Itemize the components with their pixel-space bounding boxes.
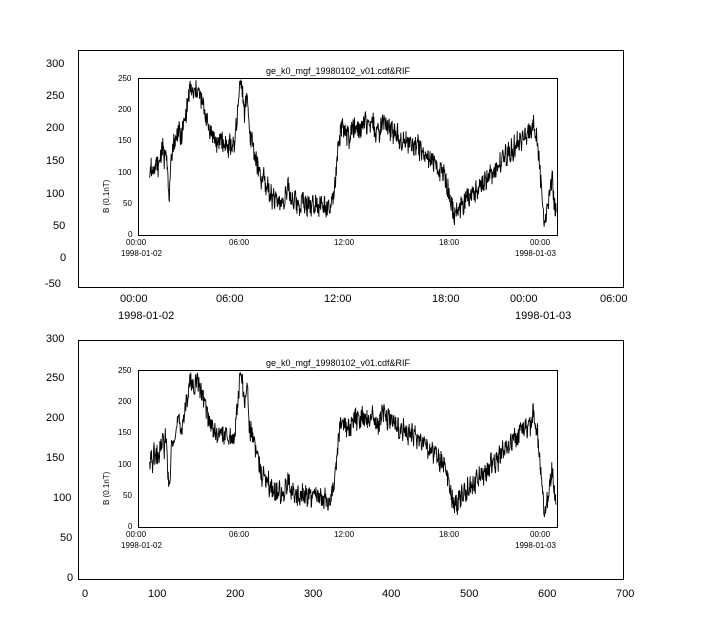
- bottom-inner-xtick: 00:00: [530, 530, 551, 539]
- top-outer-ytick: 100: [46, 188, 65, 200]
- bottom-outer-ytick: 150: [46, 452, 65, 464]
- top-inner-ytick: 200: [118, 105, 132, 114]
- top-inner-series: [138, 78, 558, 236]
- top-outer-xtick: 00:00: [510, 293, 538, 305]
- bottom-outer-xtick: 500: [460, 588, 479, 600]
- bottom-inner-series: [138, 370, 558, 528]
- top-inner-xtick: 00:00: [126, 238, 147, 247]
- top-inner-xtick: 00:00: [530, 238, 551, 247]
- top-outer-ytick: 50: [53, 220, 66, 232]
- top-inner-xtick-date: 1998-01-02: [121, 249, 162, 258]
- bottom-outer-xtick: 400: [382, 588, 401, 600]
- bottom-outer-xtick: 100: [148, 588, 167, 600]
- bottom-inner-title: ge_k0_mgf_19980102_v01.cdf&RIF: [265, 358, 411, 368]
- bottom-inner-xtick-date: 1998-01-02: [121, 541, 162, 550]
- top-inner-plot: [102, 66, 558, 273]
- top-inner-ytick: 100: [118, 168, 132, 177]
- bottom-outer-xtick: 700: [616, 588, 635, 600]
- bottom-inner-ytick: 200: [118, 397, 132, 406]
- bottom-inner-ytick: 100: [118, 460, 132, 469]
- bottom-outer-ytick: 100: [53, 492, 72, 504]
- top-inner-xtick-date: 1998-01-03: [515, 249, 556, 258]
- top-inner-ytick: 50: [123, 199, 132, 208]
- bottom-panel: [0, 330, 722, 639]
- bottom-outer-ytick: 200: [46, 412, 65, 424]
- top-inner-xtick: 06:00: [229, 238, 250, 247]
- bottom-inner-ytick: 50: [123, 491, 132, 500]
- top-outer-xtick: 00:00: [120, 293, 148, 305]
- top-inner-xtick: 18:00: [439, 238, 460, 247]
- top-inner-ytick: 150: [118, 136, 132, 145]
- top-outer-xtick-date: 1998-01-02: [118, 310, 175, 322]
- top-outer-ytick: 200: [46, 122, 65, 134]
- bottom-inner-xtick-date: 1998-01-03: [515, 541, 556, 550]
- bottom-inner-ytick: 0: [128, 522, 133, 531]
- bottom-outer-xtick: 300: [304, 588, 323, 600]
- bottom-inner-xtick: 18:00: [439, 530, 460, 539]
- top-inner-ytick: 250: [118, 74, 132, 83]
- bottom-outer-ytick: 250: [46, 372, 65, 384]
- bottom-outer-ytick: 50: [60, 532, 73, 544]
- top-outer-xtick: 06:00: [600, 293, 628, 305]
- top-inner-ytick: 0: [128, 230, 133, 239]
- bottom-inner-ytick: 150: [118, 428, 132, 437]
- top-outer-xtick: 06:00: [216, 293, 244, 305]
- bottom-outer-xtick: 600: [538, 588, 557, 600]
- top-inner-ylabel: B (0.1nT): [102, 179, 111, 213]
- top-outer-xtick: 12:00: [324, 293, 352, 305]
- bottom-inner-xtick: 00:00: [126, 530, 147, 539]
- bottom-outer-ytick: 0: [67, 572, 74, 584]
- top-outer-ytick: 250: [46, 90, 65, 102]
- top-outer-ytick: 150: [46, 155, 65, 167]
- top-outer-xtick: 18:00: [432, 293, 460, 305]
- bottom-outer-xtick: 0: [82, 588, 89, 600]
- top-outer-ytick: 0: [60, 252, 67, 264]
- top-outer-ytick: -50: [45, 278, 61, 290]
- bottom-inner-plot: [102, 358, 558, 565]
- bottom-inner-ylabel: B (0.1nT): [102, 471, 111, 505]
- bottom-outer-xtick: 200: [226, 588, 245, 600]
- top-inner-title: ge_k0_mgf_19980102_v01.cdf&RIF: [265, 66, 411, 76]
- bottom-outer-ytick: 300: [46, 333, 65, 345]
- top-inner-xtick: 12:00: [334, 238, 355, 247]
- bottom-inner-ytick: 250: [118, 366, 132, 375]
- top-outer-ytick: 300: [46, 58, 65, 70]
- bottom-inner-xtick: 12:00: [334, 530, 355, 539]
- bottom-inner-xtick: 06:00: [229, 530, 250, 539]
- top-outer-xtick-date: 1998-01-03: [515, 310, 572, 322]
